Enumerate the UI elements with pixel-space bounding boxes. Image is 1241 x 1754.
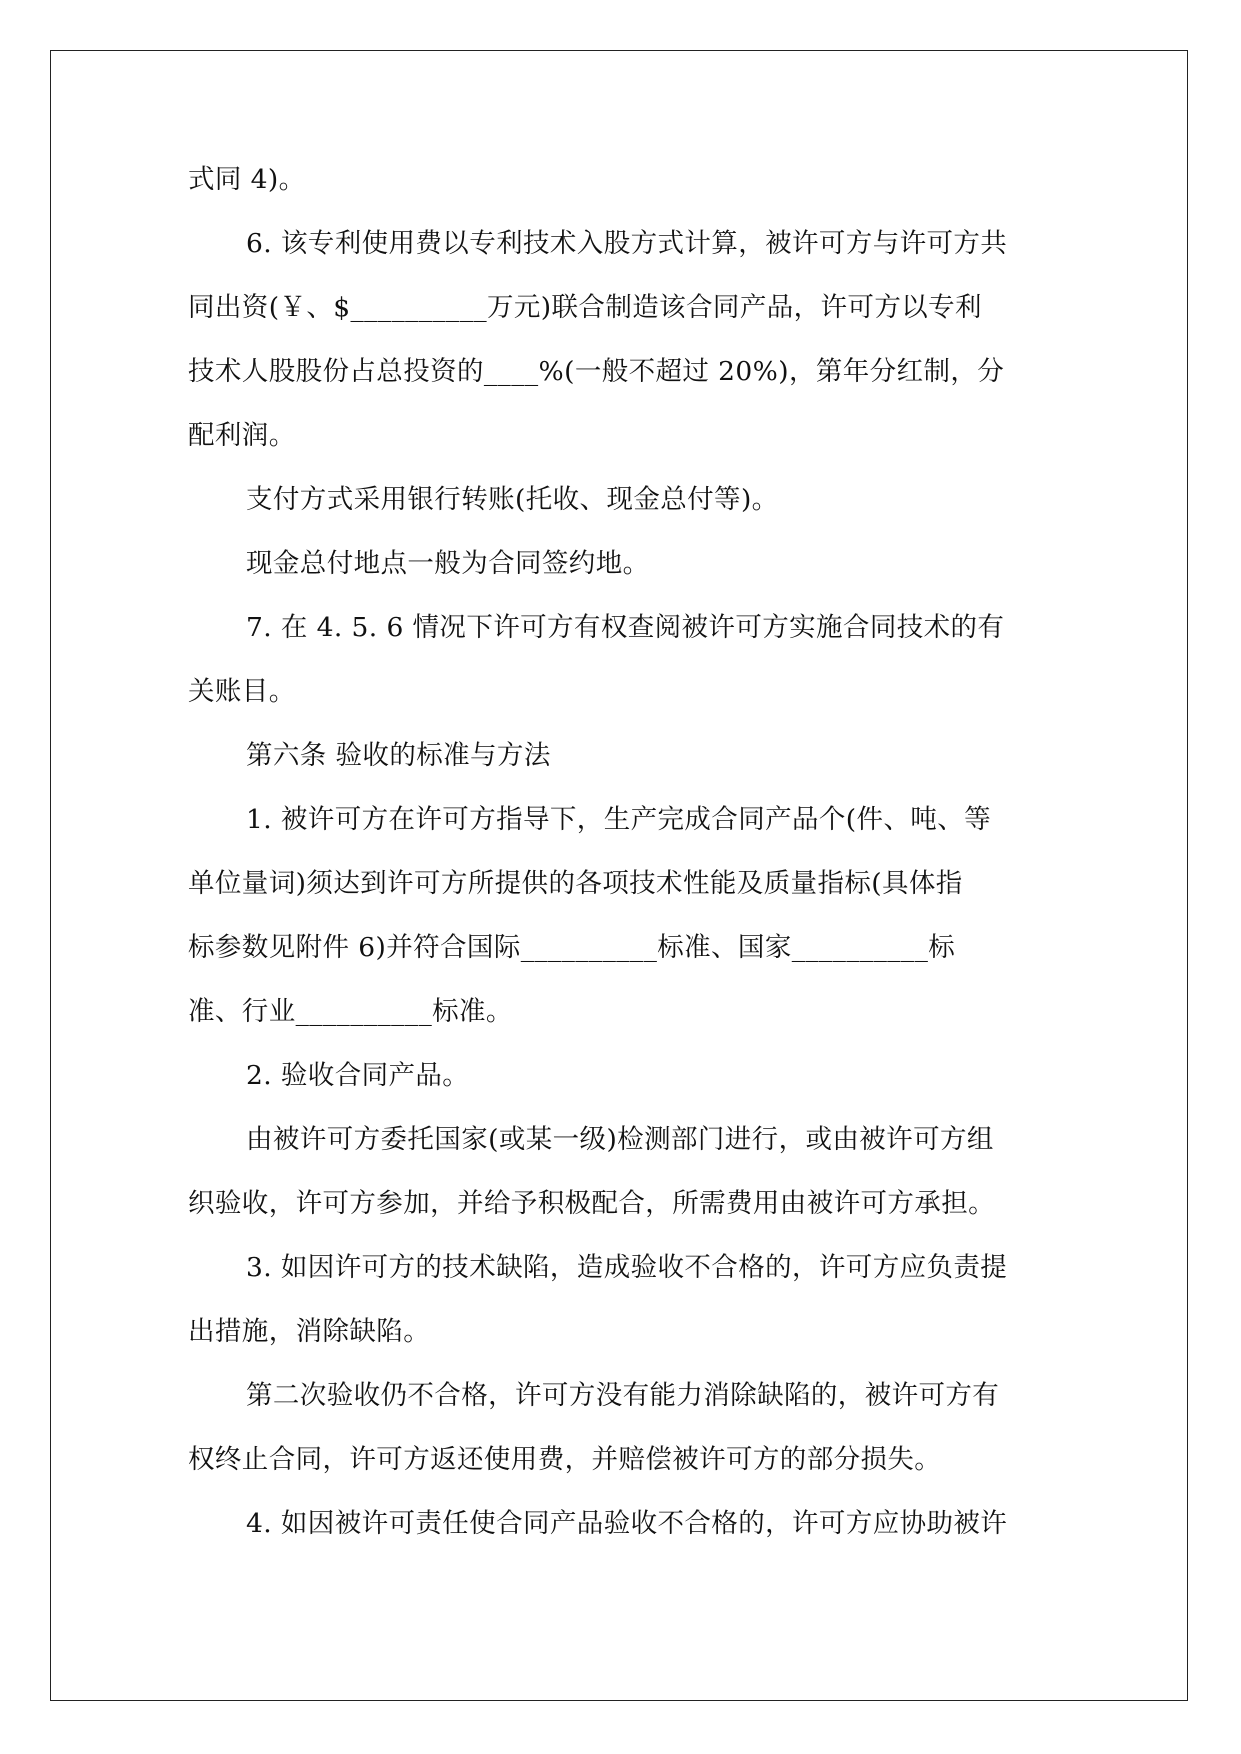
- text-line-18: 3. 如因许可方的技术缺陷，造成验收不合格的，许可方应负责提: [246, 1252, 1008, 1283]
- text-line-13: 标参数见附件 6)并符合国际__________标准、国家__________标: [188, 932, 956, 963]
- text-line-14: 准、行业__________标准。: [188, 996, 513, 1027]
- text-line-8: 7. 在 4. 5. 6 情况下许可方有权查阅被许可方实施合同技术的有: [246, 612, 1005, 643]
- text-line-6: 支付方式采用银行转账(托收、现金总付等)。: [246, 484, 779, 515]
- text-line-12: 单位量词)须达到许可方所提供的各项技术性能及质量指标(具体指: [188, 868, 963, 899]
- text-line-21: 权终止合同，许可方返还使用费，并赔偿被许可方的部分损失。: [188, 1444, 942, 1475]
- text-line-20: 第二次验收仍不合格，许可方没有能力消除缺陷的，被许可方有: [246, 1380, 1000, 1411]
- text-line-4: 技术人股股份占总投资的____%(一般不超过 20%)，第年分红制，分: [188, 356, 1005, 387]
- text-line-7: 现金总付地点一般为合同签约地。: [246, 548, 650, 579]
- text-line-11: 1. 被许可方在许可方指导下，生产完成合同产品个(件、吨、等: [246, 804, 992, 835]
- text-line-1: 式同 4)。: [188, 164, 306, 195]
- text-line-16: 由被许可方委托国家(或某一级)检测部门进行，或由被许可方组: [246, 1124, 994, 1155]
- text-line-5: 配利润。: [188, 420, 296, 451]
- section-heading: 第六条 验收的标准与方法: [246, 740, 551, 771]
- text-line-3: 同出资(￥、$__________万元)联合制造该合同产品，许可方以专利: [188, 292, 982, 323]
- text-line-2: 6. 该专利使用费以专利技术入股方式计算，被许可方与许可方共: [246, 228, 1008, 259]
- text-line-9: 关账目。: [188, 676, 296, 707]
- text-line-17: 织验收，许可方参加，并给予积极配合，所需费用由被许可方承担。: [188, 1188, 995, 1219]
- text-line-15: 2. 验收合同产品。: [246, 1060, 470, 1091]
- text-line-22: 4. 如因被许可责任使合同产品验收不合格的，许可方应协助被许: [246, 1508, 1008, 1539]
- text-line-19: 出措施，消除缺陷。: [188, 1316, 431, 1347]
